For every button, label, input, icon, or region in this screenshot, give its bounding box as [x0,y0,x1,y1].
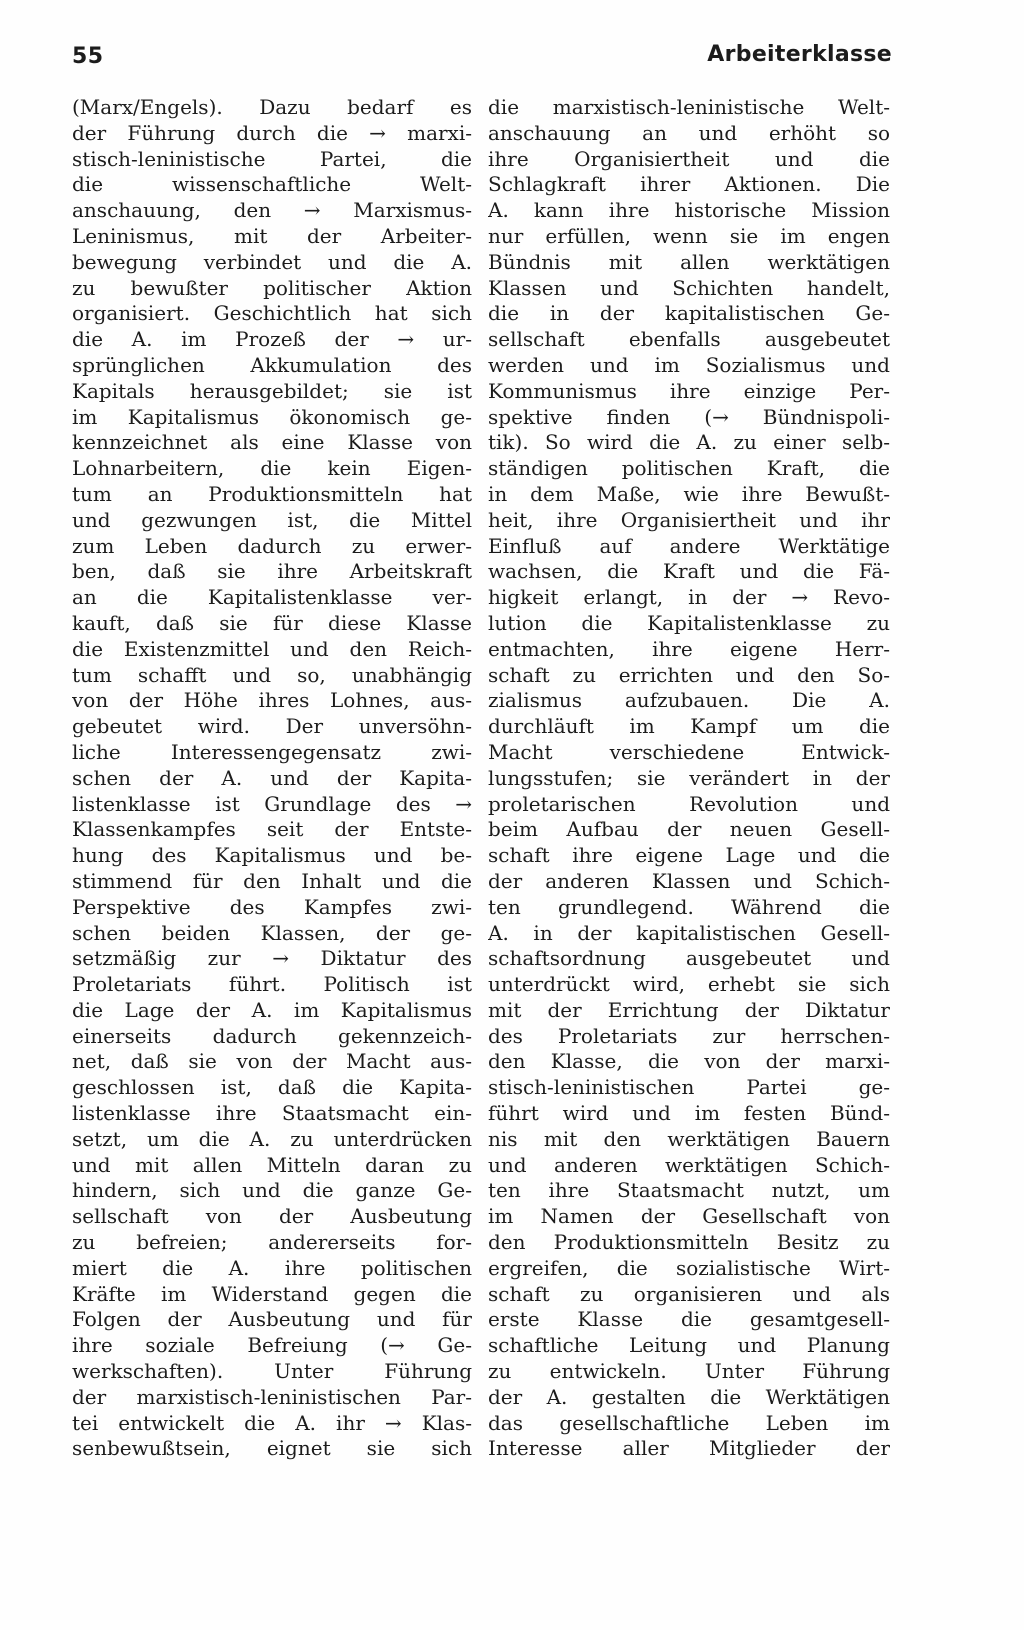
text-line: zu befreien; andererseits for- [72,1230,472,1255]
text-line: zu bewußter politischer Aktion [72,275,472,300]
text-line: Interesse aller Mitglieder der [488,1436,890,1461]
text-line: Macht verschiedene Entwick- [488,739,890,764]
text-line: die A. im Prozeß der → ur- [72,327,472,352]
text-line: von der Höhe ihres Lohnes, aus- [72,688,472,713]
text-line: und mit allen Mitteln daran zu [72,1152,472,1177]
text-line: des Proletariats zur herrschen- [488,1023,890,1048]
text-line: Proletariats führt. Politisch ist [72,972,472,997]
text-line: schaft zu errichten und den So- [488,662,890,687]
text-line: schaftsordnung ausgebeutet und [488,946,890,971]
text-line: spektive finden (→ Bündnispoli- [488,404,890,429]
text-line: Kräfte im Widerstand gegen die [72,1281,472,1306]
text-line: die marxistisch-leninistische Welt- [488,95,890,119]
text-line: ten ihre Staatsmacht nutzt, um [488,1178,890,1203]
running-header-title: Arbeiterklasse [707,42,892,67]
text-line: führt wird und im festen Bünd- [488,1101,890,1126]
text-line: bewegung verbindet und die A. [72,249,472,274]
text-line: stisch-leninistischen Partei ge- [488,1075,890,1100]
text-line: kauft, daß sie für diese Klasse [72,610,472,635]
text-line: tei entwickelt die A. ihr → Klas- [72,1410,472,1435]
text-line: listenklasse ihre Staatsmacht ein- [72,1101,472,1126]
text-line: Klassenkampfes seit der Entste- [72,817,472,842]
text-line: stimmend für den Inhalt und die [72,868,472,893]
text-line: in dem Maße, wie ihre Bewußt- [488,481,890,506]
text-line: Klassen und Schichten handelt, [488,275,890,300]
text-line: heit, ihre Organisiertheit und ihr [488,507,890,532]
text-line: im Kapitalismus ökonomisch ge- [72,404,472,429]
text-line: die wissenschaftliche Welt- [72,172,472,197]
text-line: Perspektive des Kampfes zwi- [72,894,472,919]
text-line: sellschaft ebenfalls ausgebeutet [488,327,890,352]
text-line: Einfluß auf andere Werktätige [488,533,890,558]
text-line: (Marx/Engels). Dazu bedarf es [72,95,472,119]
text-line: Leninismus, mit der Arbeiter- [72,223,472,248]
text-line: an die Kapitalistenklasse ver- [72,585,472,610]
text-line: proletarischen Revolution und [488,791,890,816]
text-line: A. kann ihre historische Mission [488,198,890,223]
text-line: durchläuft im Kampf um die [488,714,890,739]
text-line: und anderen werktätigen Schich- [488,1152,890,1177]
text-line: wachsen, die Kraft und die Fä- [488,559,890,584]
text-line: tik). So wird die A. zu einer selb- [488,430,890,455]
text-line: im Namen der Gesellschaft von [488,1204,890,1229]
text-line: ben, daß sie ihre Arbeitskraft [72,559,472,584]
text-line: schaftliche Leitung und Planung [488,1333,890,1358]
text-line: der Führung durch die → marxi- [72,120,472,145]
text-line: Schlagkraft ihrer Aktionen. Die [488,172,890,197]
text-line: hung des Kapitalismus und be- [72,843,472,868]
text-line: A. in der kapitalistischen Gesell- [488,920,890,945]
right-text-column [488,95,890,1462]
text-line: tum schafft und so, unabhängig [72,662,472,687]
text-line: Bündnis mit allen werktätigen [488,249,890,274]
text-line: schaft ihre eigene Lage und die [488,843,890,868]
text-line: schen der A. und der Kapita- [72,765,472,790]
text-line: und gezwungen ist, die Mittel [72,507,472,532]
text-line: den Klasse, die von der marxi- [488,1049,890,1074]
text-line: nur erfüllen, wenn sie im engen [488,223,890,248]
text-line: die Existenzmittel und den Reich- [72,636,472,661]
text-line: liche Interessengegensatz zwi- [72,739,472,764]
text-line: anschauung, den → Marxismus- [72,198,472,223]
text-line: werden und im Sozialismus und [488,352,890,377]
text-line: die in der kapitalistischen Ge- [488,301,890,326]
text-line: miert die A. ihre politischen [72,1255,472,1280]
text-line: schaft zu organisieren und als [488,1281,890,1306]
left-text-column [72,95,472,1462]
text-line: organisiert. Geschichtlich hat sich [72,301,472,326]
text-line: kennzeichnet als eine Klasse von [72,430,472,455]
text-line: beim Aufbau der neuen Gesell- [488,817,890,842]
text-line: gebeutet wird. Der unversöhn- [72,714,472,739]
text-line: tum an Produktionsmitteln hat [72,481,472,506]
text-line: Kapitals herausgebildet; sie ist [72,378,472,403]
text-line: die Lage der A. im Kapitalismus [72,997,472,1022]
text-line: stisch-leninistische Partei, die [72,146,472,171]
text-line: der anderen Klassen und Schich- [488,868,890,893]
text-line: listenklasse ist Grundlage des → [72,791,472,816]
text-line: nis mit den werktätigen Bauern [488,1126,890,1151]
text-line: der marxistisch-leninistischen Par- [72,1384,472,1409]
text-line: ihre soziale Befreiung (→ Ge- [72,1333,472,1358]
text-line: geschlossen ist, daß die Kapita- [72,1075,472,1100]
text-line: mit der Errichtung der Diktatur [488,997,890,1022]
text-line: zum Leben dadurch zu erwer- [72,533,472,558]
text-line: ihre Organisiertheit und die [488,146,890,171]
text-line: sellschaft von der Ausbeutung [72,1204,472,1229]
text-line: ergreifen, die sozialistische Wirt- [488,1255,890,1280]
text-line: unterdrückt wird, erhebt sie sich [488,972,890,997]
text-line: zialismus aufzubauen. Die A. [488,688,890,713]
text-line: lungsstufen; sie verändert in der [488,765,890,790]
text-line: hindern, sich und die ganze Ge- [72,1178,472,1203]
text-line: den Produktionsmitteln Besitz zu [488,1230,890,1255]
text-line: sprünglichen Akkumulation des [72,352,472,377]
text-line: ständigen politischen Kraft, die [488,456,890,481]
text-line: einerseits dadurch gekennzeich- [72,1023,472,1048]
text-line: Lohnarbeitern, die kein Eigen- [72,456,472,481]
text-line: Kommunismus ihre einzige Per- [488,378,890,403]
text-line: setzt, um die A. zu unterdrücken [72,1126,472,1151]
text-line: der A. gestalten die Werktätigen [488,1384,890,1409]
text-line: higkeit erlangt, in der → Revo- [488,585,890,610]
page-number: 55 [72,44,104,69]
text-line: werkschaften). Unter Führung [72,1359,472,1384]
text-line: net, daß sie von der Macht aus- [72,1049,472,1074]
text-line: senbewußtsein, eignet sie sich [72,1436,472,1461]
text-line: anschauung an und erhöht so [488,120,890,145]
text-line: das gesellschaftliche Leben im [488,1410,890,1435]
text-line: Folgen der Ausbeutung und für [72,1307,472,1332]
text-line: erste Klasse die gesamtgesell- [488,1307,890,1332]
text-line: setzmäßig zur → Diktatur des [72,946,472,971]
text-line: zu entwickeln. Unter Führung [488,1359,890,1384]
text-line: lution die Kapitalistenklasse zu [488,610,890,635]
text-line: entmachten, ihre eigene Herr- [488,636,890,661]
text-line: ten grundlegend. Während die [488,894,890,919]
text-line: schen beiden Klassen, der ge- [72,920,472,945]
